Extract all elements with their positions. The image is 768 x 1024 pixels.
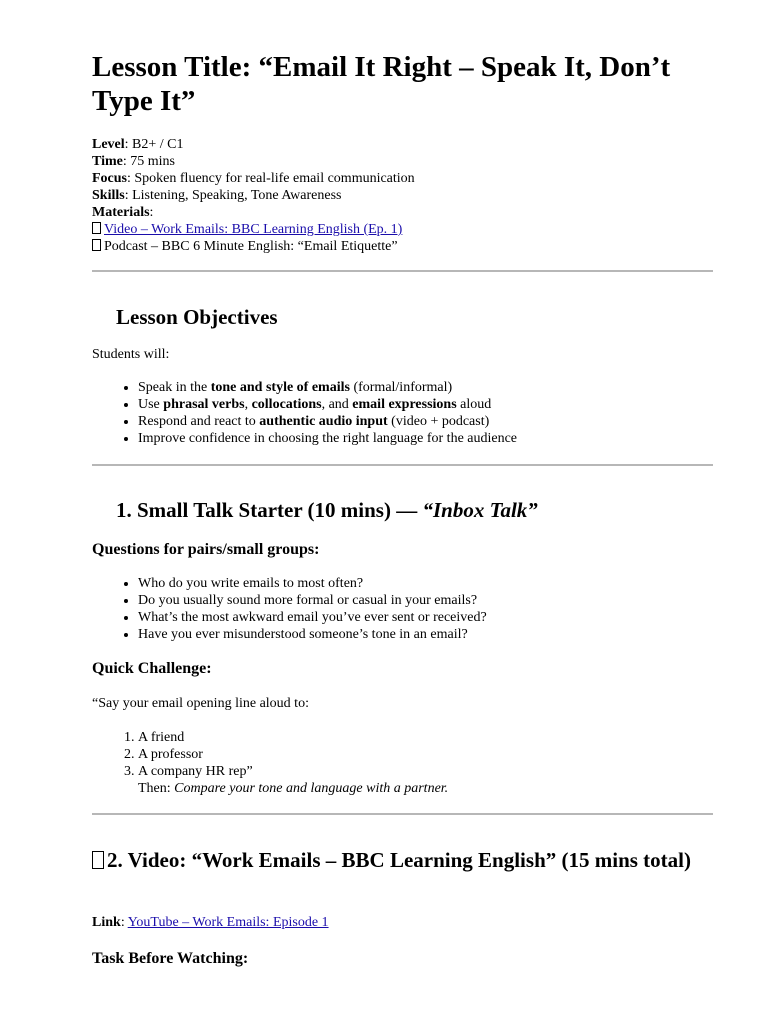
task-before-heading: Task Before Watching: [92,950,249,967]
missing-glyph-icon [92,851,104,869]
list-item: 2. A professor [138,746,253,763]
divider [92,464,713,466]
questions-heading: Questions for pairs/small groups: [92,541,320,558]
meta-level: Level: B2+ / C1 [92,137,184,152]
video-link[interactable]: Video – Work Emails: BBC Learning English (Ep. 1) [104,222,403,237]
youtube-link[interactable]: YouTube – Work Emails: Episode 1 [127,915,329,930]
meta-materials: Materials: [92,205,154,220]
list-item: • What’s the most awkward email you’ve ever sent or received? [138,609,487,626]
challenge-list [92,729,253,780]
objectives-heading: Lesson Objectives [116,305,278,329]
list-item: • Improve confidence in choosing the right language for the audience [138,430,517,447]
list-item: • Who do you write emails to most often? [138,575,487,592]
challenge-intro: “Say your email opening line aloud to: [92,696,309,711]
objectives-intro: Students will: [92,347,170,362]
list-item: • Speak in the tone and style of emails (formal/informal) [138,379,517,396]
divider [92,813,713,815]
challenge-heading: Quick Challenge: [92,660,212,677]
meta-time: Time: 75 mins [92,154,175,169]
lesson-title: Lesson Title: “Email It Right – Speak It, Don’t Type It” [92,51,671,117]
list-item: 3. A company HR rep” [138,763,253,780]
section1-heading: 1. Small Talk Starter (10 mins) — “Inbox Talk” [116,498,538,522]
list-item: • Do you usually sound more formal or casual in your emails? [138,592,487,609]
list-item: • Have you ever misunderstood someone’s tone in an email? [138,626,487,643]
divider [92,270,713,272]
lesson-meta [92,136,415,255]
missing-glyph-icon [92,239,101,251]
list-item: 1. A friend [138,729,253,746]
material-video [92,221,415,238]
material-podcast: Podcast – BBC 6 Minute English: “Email Etiquette” [92,238,415,255]
meta-focus: Focus: Spoken fluency for real-life email communication [92,171,415,186]
questions-list [92,575,487,643]
missing-glyph-icon [92,222,101,234]
section2-heading: 2. Video: “Work Emails – BBC Learning English” (15 mins total) [92,847,713,873]
video-link-row: Link: YouTube – Work Emails: Episode 1 [92,915,329,930]
list-item: • Use phrasal verbs, collocations, and email expressions aloud [138,396,517,413]
list-item: • Respond and react to authentic audio input (video + podcast) [138,413,517,430]
objectives-list [92,379,517,447]
meta-skills: Skills: Listening, Speaking, Tone Awareness [92,188,342,203]
challenge-then: Then: Compare your tone and language with a partner. [138,781,449,796]
